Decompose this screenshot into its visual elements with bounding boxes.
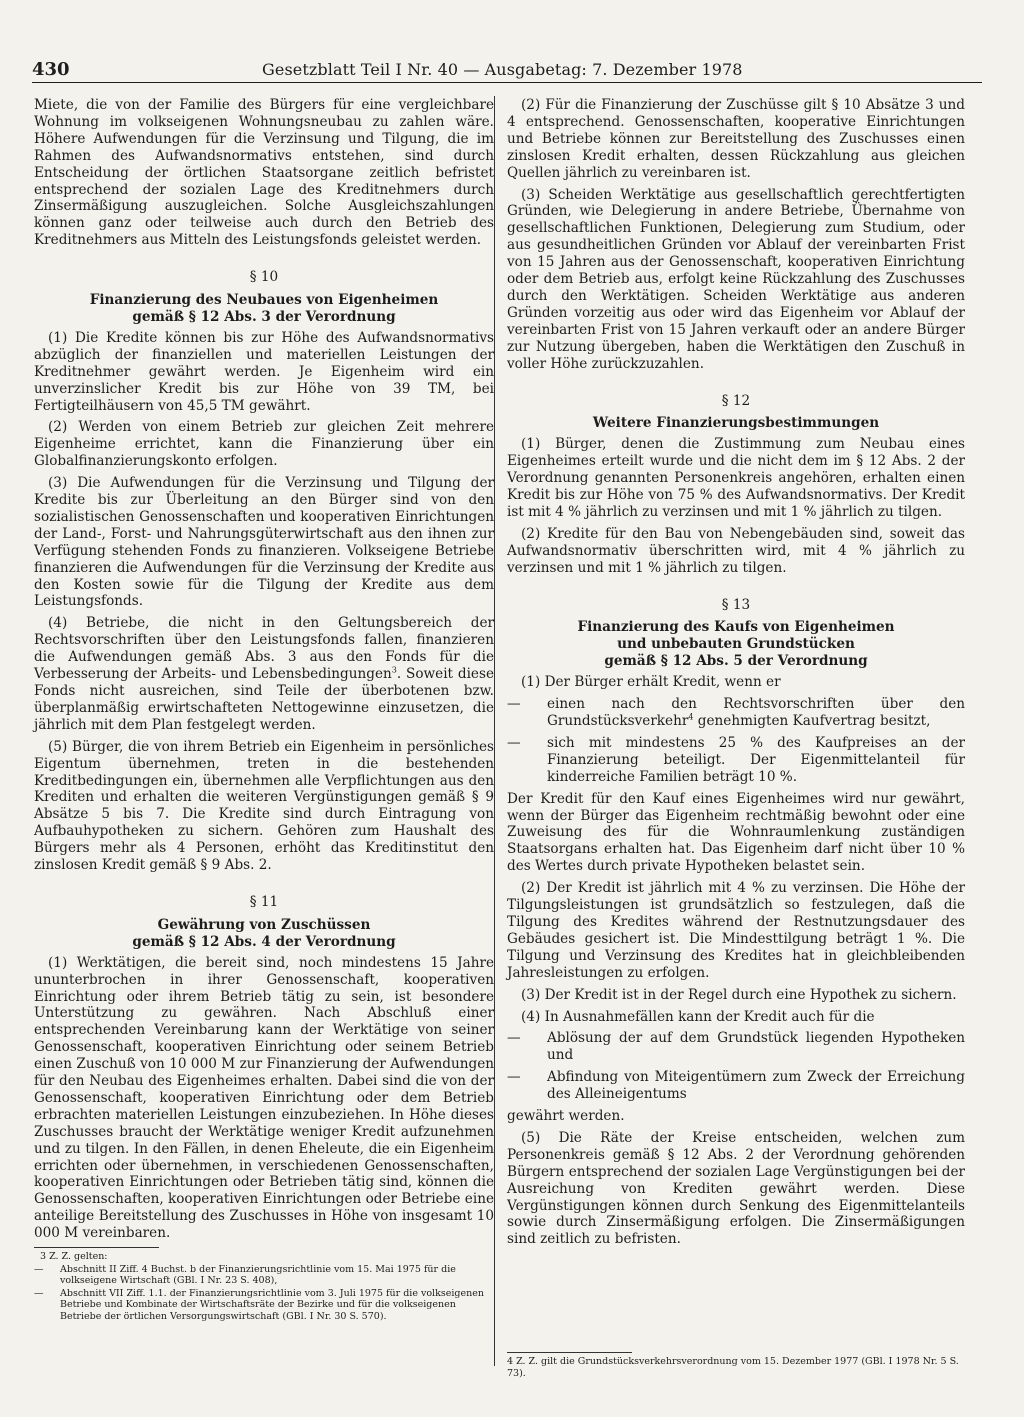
section-number: § 13: [721, 596, 751, 613]
paragraph: (2) Der Kredit ist jährlich mit 4 % zu verzinsen. Die Höhe der Tilgungsleistungen ist grundsätzlich so festzulegen, daß die Tilgung des Kredites während der Restnutzungsdauer des Gebäudes gesichert ist. Die Mindesttilgung beträgt 1 %. Die Tilgung und Verzinsung des Kredites hat in gleichbleibenden Jahresleistungen zu erfolgen.: [507, 880, 965, 981]
section-heading-line: und unbebauten Grundstücken: [617, 636, 855, 653]
paragraph: (1) Bürger, denen die Zustimmung zum Neubau eines Eigenheimes erteilt wurde und die nicht dem im § 12 Abs. 2 der Verordnung genannten Personenkreis angehören, erhalten einen Kredit bis zur Höhe von 75 % des Aufwandsnormativs. Der Kredit ist mit 4 % jährlich zu verzinsen und mit 1 % jährlich zu tilgen.: [507, 436, 965, 520]
footnote-item: — Abschnitt VII Ziff. 1.1. der Finanzierungsrichtlinie vom 3. Juli 1975 für die volkseigenen Betriebe und Kombinate der Wirtschaftsräte der Bezirke und für die volkseigenen Betriebe der örtlichen Versorgungswirtschaft (GBl. I Nr. 30 S. 570).: [34, 1287, 484, 1322]
paragraph: (3) Die Aufwendungen für die Verzinsung und Tilgung der Kredite bis zur Überleitung an den Bürger sind von den sozialistischen Genossenschaften und kooperativen Einrichtungen der Land-, Forst- und Nahrungsgüterwirtschaft aus den ihnen zur Verfügung stehenden Fonds zu finanzieren. Volkseigene Betriebe finanzieren die Aufwendungen für die Verzinsung der Kredite aus den Kosten sowie für die Tilgung der Kredite aus dem Leistungsfonds.: [34, 475, 494, 610]
section-heading-line: gemäß § 12 Abs. 4 der Verordnung: [132, 933, 396, 950]
paragraph: (5) Bürger, die von ihrem Betrieb ein Eigenheim in persönliches Eigentum übernehmen, treten in die bestehenden Kreditbedingungen ein, übernehmen alle Verpflichtungen aus den Krediten und erhalten die weiteren Vergünstigungen gemäß § 9 Absätze 5 bis 7. Die Kredite sind durch Eintragung von Aufbauhypotheken zu sichern. Gehören zum Haushalt des Bürgers mehr als 4 Personen, erhöht das Kreditinstitut den zinslosen Kredit gemäß § 9 Abs. 2.: [34, 738, 494, 874]
section-heading-line: Finanzierung des Neubaues von Eigenheimen: [89, 292, 439, 309]
list-item-text: Ablösung der auf dem Grundstück liegenden Hypotheken und: [547, 1030, 965, 1064]
footnote: [34, 1251, 494, 1322]
paragraph: (3) Scheiden Werktätige aus gesellschaftlich gerechtfertigten Gründen, wie Delegierung in andere Betriebe, Übernahme von gesellschaftlichen Funktionen, Delegierung zum Studium, oder aus gesundheitlichen Gründen vor Ablauf der vereinbarten Frist von 15 Jahren aus der Genossenschaft, kooperativen Einrichtung oder dem Betrieb aus, erfolgt keine Rückzahlung des Zuschusses durch den Werktätigen. Scheiden Werktätige aus anderen Gründen vorzeitig aus oder wird das Eigenheim vor Ablauf der vereinbarten Frist von 15 Jahren verkauft oder an andere Bürger zur Nutzung übergeben, haben die Werktätigen den Zuschuß in voller Höhe zurückzuzahlen.: [507, 186, 965, 372]
list-item: — sich mit mindestens 25 % des Kaufpreises an der Finanzierung beteiligt. Der Eigenmittelanteil für kinderreiche Familien beträgt 10 %.: [507, 734, 965, 785]
section-heading-line: gemäß § 12 Abs. 5 der Verordnung: [604, 653, 868, 670]
paragraph: (2) Kredite für den Bau von Nebengebäuden sind, soweit das Aufwandsnormativ überschritten wird, mit 4 % jährlich zu verzinsen und mit 1 % jährlich zu tilgen.: [507, 525, 965, 576]
text-run: (4) Betriebe, die nicht in den Geltungsbereich der Rechtsvorschriften über den Leistungsfonds fallen, finanzieren die Aufwendungen gemäß Abs. 3 aus den Fonds für die Verbesserung der Arbeits- und Lebensbedingungen: [34, 615, 494, 683]
paragraph: Miete, die von der Familie des Bürgers für eine vergleichbare Wohnung im volkseigenen Wohnungsneubau zu zahlen wäre. Höhere Aufwendungen für die Verzinsung und Tilgung, die im Rahmen des Aufwandsnormativs entstehen, sind durch Entscheidung der örtlichen Staatsorgane zeitlich befristet entsprechend der sozialen Lage des Kreditnehmers durch Zinsermäßigung auszugleichen. Solche Ausgleichszahlungen können ganz oder teilweise auch durch den Betrieb des Kreditnehmers aus Mitteln des Leistungsfonds geleistet werden.: [34, 97, 494, 249]
section-heading-line: gemäß § 12 Abs. 3 der Verordnung: [132, 308, 396, 325]
footnote-item: — Abschnitt II Ziff. 4 Buchst. b der Finanzierungsrichtlinie vom 15. Mai 1975 für die volkseigene Wirtschaft (GBl. I Nr. 23 S. 408),: [34, 1263, 456, 1287]
section-heading-line: Gewährung von Zuschüssen: [157, 916, 371, 933]
footnote-ref: 4: [688, 712, 694, 722]
footnote-intro: 3 Z. Z. gelten:: [40, 1251, 108, 1263]
section-number: § 12: [721, 392, 751, 409]
paragraph: Der Kredit für den Kauf eines Eigenheimes wird nur gewährt, wenn der Bürger das Eigenheim rechtmäßig bewohnt oder eine Zuweisung des für die Wohnraumlenkung zuständigen Staatsorgans erhalten hat. Das Eigenheim darf nicht über 10 % des Wertes durch private Hypotheken belastet sein.: [507, 790, 965, 875]
footnote-ref: 3: [391, 665, 397, 675]
list-item: — Ablösung der auf dem Grundstück liegenden Hypotheken und: [507, 1030, 965, 1064]
text-run: einen nach den Rechtsvorschriften über den Grundstücksverkehr: [547, 696, 965, 729]
section-heading: Weitere Finanzierungsbestimmungen: [592, 415, 880, 432]
section-number: § 11: [249, 893, 279, 910]
paragraph: (2) Für die Finanzierung der Zuschüsse gilt § 10 Absätze 3 und 4 entsprechend. Genossenschaften, kooperative Einrichtungen und Betriebe können zur Bereitstellung des Zuschusses einen zinslosen Kredit erhalten, dessen Rückzahlung aus gleichen Quellen jährlich zu vereinbaren ist.: [507, 97, 965, 181]
column-divider: [494, 96, 495, 1366]
list-item-text: sich mit mindestens 25 % des Kaufpreises an der Finanzierung beteiligt. Der Eigenmittelanteil für kinderreiche Familien beträgt 10 %.: [547, 734, 965, 785]
right-footnote-box: [507, 1348, 965, 1379]
page-number: 430: [32, 59, 70, 80]
section-heading-line: Finanzierung des Kaufs von Eigenheimen: [577, 619, 895, 636]
page-header: [32, 60, 982, 83]
text-run: genehmigten Kaufvertrag besitzt,: [693, 713, 931, 729]
paragraph: (1) Der Bürger erhält Kredit, wenn er: [521, 674, 781, 691]
text-run: . Soweit diese Fonds nicht ausreichen, sind Teile der überbotenen bzw. überplanmäßig erwirtschafteten Nettogewinne einzusetzen, die jährlich mit dem Plan festgelegt werden.: [34, 666, 494, 733]
section-heading: [34, 292, 494, 326]
paragraph: (3) Der Kredit ist in der Regel durch eine Hypothek zu sichern.: [521, 986, 957, 1003]
section-heading: [34, 917, 494, 951]
paragraph: (1) Die Kredite können bis zur Höhe des Aufwandsnormativs abzüglich der finanziellen und materiellen Leistungen der Kreditnehmer gewährt werden. Je Eigenheim wird ein unverzinslicher Kredit bis zur Höhe von 39 TM, bei Fertigteilhäusern von 45,5 TM gewährt.: [34, 329, 494, 414]
paragraph: gewährt werden.: [507, 1108, 625, 1125]
footnote-item-text: Abschnitt VII Ziff. 1.1. der Finanzierungsrichtlinie vom 3. Juli 1975 für die volkseigenen Betriebe und Kombinate der Wirtschaftsräte der Bezirke und für die volkseigenen Betriebe der örtlichen Versorgungswirtschaft (GBl. I Nr. 30 S. 570).: [60, 1287, 484, 1322]
right-column: [507, 97, 965, 1253]
section-heading: [507, 619, 965, 670]
footnote-item-text: Abschnitt II Ziff. 4 Buchst. b der Finanzierungsrichtlinie vom 15. Mai 1975 für die volkseigene Wirtschaft (GBl. I Nr. 23 S. 408),: [60, 1263, 456, 1287]
paragraph: [34, 615, 494, 733]
list-item: — einen nach den Rechtsvorschriften über den Grundstücksverkehr$^4$ genehmigten Kaufvertrag besitzt,: [507, 696, 965, 729]
list-item-text: Abfindung von Miteigentümern zum Zweck der Erreichung des Alleineigentums: [547, 1069, 965, 1103]
running-title: Gesetzblatt Teil I Nr. 40 — Ausgabetag: 7. Dezember 1978: [262, 60, 743, 79]
paragraph: (4) In Ausnahmefällen kann der Kredit auch für die: [521, 1008, 875, 1025]
section-number: § 10: [249, 269, 279, 286]
paragraph: (2) Werden von einem Betrieb zur gleichen Zeit mehrere Eigenheime errichtet, kann die Finanzierung über ein Globalfinanzierungskonto erfolgen.: [34, 419, 494, 470]
paragraph: (5) Die Räte der Kreise entscheiden, welchen zum Personenkreis gemäß § 12 Abs. 2 der Verordnung gehörenden Bürgern entsprechend der sozialen Lage Vergünstigungen bei der Ausreichung von Krediten gewährt werden. Diese Vergünstigungen können durch Senkung des Eigenmittelanteils sowie durch Zinsermäßigung erfolgen. Die Zinsermäßigungen sind zeitlich zu befristen.: [507, 1129, 965, 1248]
footnote-rule: [507, 1352, 632, 1353]
list-item: — Abfindung von Miteigentümern zum Zweck der Erreichung des Alleineigentums: [507, 1069, 965, 1103]
paragraph: (1) Werktätigen, die bereit sind, noch mindestens 15 Jahre ununterbrochen in ihrer Genossenschaft, kooperativen Einrichtung oder ihrem Betrieb tätig zu sein, ist besondere Unterstützung zu gewähren. Nach Abschluß einer entsprechenden Vereinbarung kann der Werktätige von seiner Genossenschaft, kooperativen Einrichtung oder seinem Betrieb einen Zuschuß von 10 000 M zur Finanzierung der Aufwendungen für den Neubau des Eigenheimes erhalten. Dabei sind die von der Genossenschaft, kooperativen Einrichtung oder dem Betrieb erbrachten materiellen Leistungen einzubeziehen. In Höhe dieses Zuschusses braucht der Werktätige weniger Kredit aufzunehmen und zu tilgen. In den Fällen, in denen Eheleute, die ein Eigenheim errichten oder übernehmen, in verschiedenen Genossenschaften, kooperativen Einrichtungen oder Betrieben tätig sind, können die Genossenschaften, kooperativen Einrichtungen oder Betriebe eine anteilige Bereitstellung des Zuschusses in Höhe von insgesamt 10 000 M vereinbaren.: [34, 954, 494, 1242]
left-column: [34, 97, 494, 1323]
footnote-rule: [34, 1247, 159, 1248]
footnote: 4 Z. Z. gilt die Grundstücksverkehrsverordnung vom 15. Dezember 1977 (GBl. I 1978 Nr. 5 S. 73).: [507, 1356, 959, 1379]
